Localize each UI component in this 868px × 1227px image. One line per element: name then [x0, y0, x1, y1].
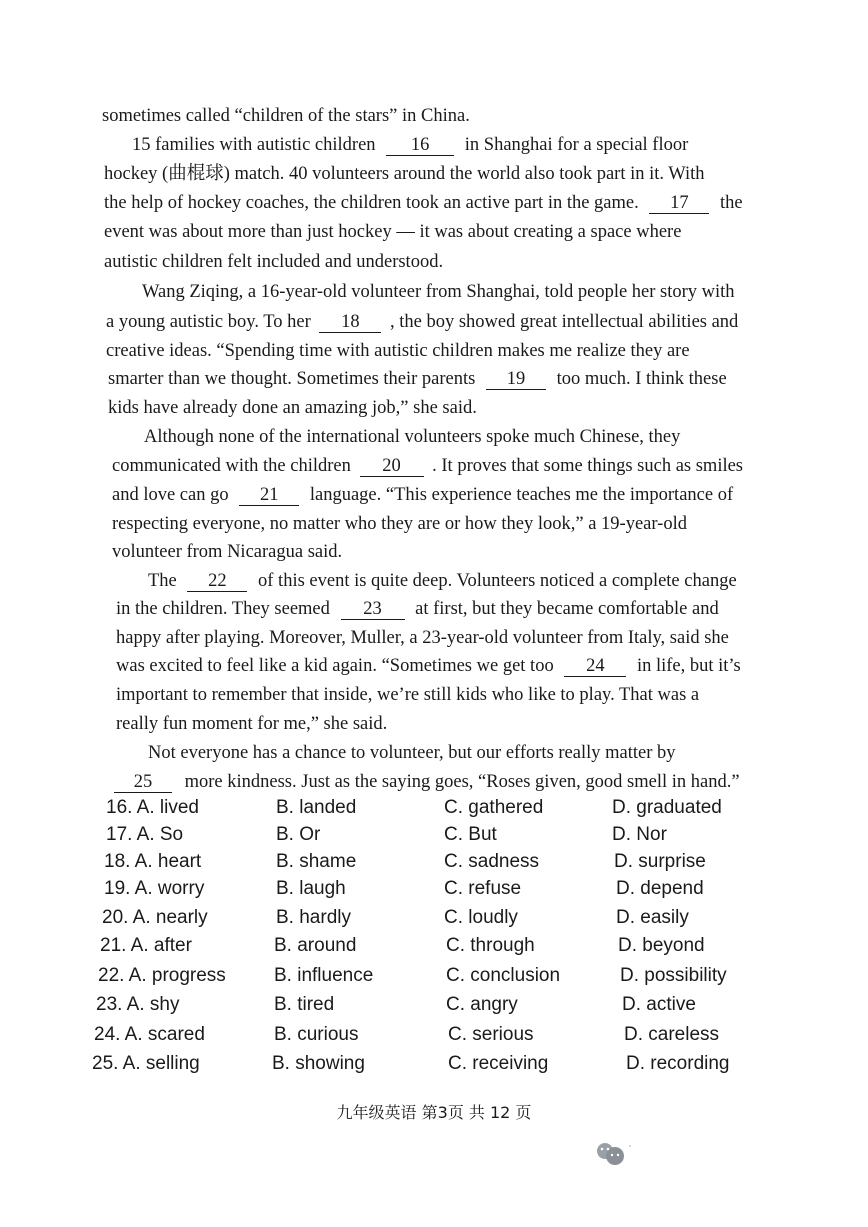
passage-text: volunteer from Nicaragua said. [112, 542, 343, 562]
passage-text: creative ideas. “Spending time with autistic children makes me realize they are [106, 341, 690, 361]
option-d: D. graduated [612, 797, 722, 818]
option-d: D. depend [616, 878, 704, 899]
option-row: 22. A. progress [98, 965, 226, 986]
option-a: A. worry [134, 878, 205, 899]
blank-24: 24 [564, 657, 626, 677]
passage-text: too much. I think these [556, 369, 727, 389]
passage-line [116, 626, 729, 650]
passage-text: smarter than we thought. Sometimes their parents [108, 369, 476, 389]
passage-text: the [720, 193, 743, 213]
option-row: 17. A. So [106, 824, 184, 845]
passage-line [116, 712, 387, 736]
option-a: A. progress [128, 965, 226, 986]
option-c: C. serious [448, 1024, 534, 1045]
passage-line [108, 396, 477, 420]
passage-text: The [148, 571, 177, 591]
passage-line [112, 540, 342, 564]
option-row: 19. A. worry [104, 878, 205, 899]
option-b: B. influence [274, 965, 374, 986]
option-row: 21. A. after [100, 935, 192, 956]
passage-line [104, 191, 743, 215]
option-c: C. conclusion [446, 965, 561, 986]
option-b: B. curious [274, 1024, 359, 1045]
passage-line [116, 683, 699, 707]
option-d: D. beyond [618, 935, 705, 956]
option-b: B. tired [274, 994, 335, 1015]
blank-19: 19 [486, 370, 546, 390]
blank-21: 21 [239, 486, 299, 506]
passage-text: was excited to feel like a kid again. “Sometimes we get too [116, 656, 554, 676]
option-a: A. scared [124, 1024, 205, 1045]
passage-text: happy after playing. Moreover, Muller, a 23-year-old volunteer from Italy, said she [116, 628, 729, 648]
option-a: A. nearly [132, 907, 208, 928]
option-d: D. surprise [614, 851, 706, 872]
option-d: D. active [622, 994, 696, 1015]
option-a: A. So [136, 824, 184, 845]
option-d: D. careless [624, 1024, 720, 1045]
option-row: 20. A. nearly [102, 907, 208, 928]
passage-text: autistic children felt included and understood. [104, 252, 444, 272]
passage-text: in life, but it’s [636, 656, 741, 676]
passage-line [116, 654, 741, 678]
option-b: B. shame [276, 851, 357, 872]
blank-17: 17 [649, 194, 709, 214]
passage-text: really fun moment for me,” she said. [116, 714, 388, 734]
passage-text: language. “This experience teaches me the importance of [309, 485, 734, 505]
option-a: A. selling [122, 1053, 200, 1074]
passage-line [106, 339, 690, 363]
option-c: C. receiving [448, 1053, 549, 1074]
passage-text: important to remember that inside, we’re still kids who like to play. That was a [116, 685, 700, 705]
option-a: A. shy [126, 994, 180, 1015]
passage-text: more kindness. Just as the saying goes, “Roses given, good smell in hand.” [184, 772, 740, 792]
passage-text: sometimes called “children of the stars” in China. [102, 106, 470, 126]
option-d: D. possibility [620, 965, 727, 986]
option-c: C. sadness [444, 851, 540, 872]
passage-line [106, 310, 738, 334]
option-b: B. laugh [276, 878, 346, 899]
passage-text: Although none of the international volunteers spoke much Chinese, they [144, 427, 681, 447]
option-row: 23. A. shy [96, 994, 180, 1015]
blank-20: 20 [360, 457, 424, 477]
option-b: B. hardly [276, 907, 351, 928]
passage-text: event was about more than just hockey — it was about creating a space where [104, 222, 682, 242]
passage-line [148, 741, 676, 765]
passage-line [112, 454, 743, 478]
blank-22: 22 [187, 572, 247, 592]
option-row: 18. A. heart [104, 851, 202, 872]
blank-16: 16 [386, 136, 454, 156]
blank-23: 23 [341, 600, 405, 620]
option-a: A. lived [136, 797, 199, 818]
passage-text: 15 families with autistic children [132, 135, 376, 155]
passage-line [112, 512, 687, 536]
option-c: C. gathered [444, 797, 544, 818]
passage-text: the help of hockey coaches, the children took an active part in the game. [104, 193, 639, 213]
option-row: 24. A. scared [94, 1024, 205, 1045]
passage-line [144, 425, 680, 449]
option-b: B. showing [272, 1053, 365, 1074]
passage-line [102, 104, 470, 128]
passage-text: Wang Ziqing, a 16-year-old volunteer from Shanghai, told people her story with [142, 282, 735, 302]
passage-line [112, 483, 733, 507]
passage-line [104, 250, 443, 274]
blank-25: 25 [114, 773, 172, 793]
watermark-logo-icon [594, 1138, 638, 1168]
blank-18: 18 [319, 313, 381, 333]
passage-line [148, 569, 737, 593]
option-a: A. heart [134, 851, 202, 872]
page-footer: 九年级英语 第3页 共 12 页 [336, 1103, 532, 1122]
option-d: D. Nor [612, 824, 667, 845]
option-d: D. easily [616, 907, 689, 928]
passage-text: , the boy showed great intellectual abilities and [390, 312, 739, 332]
passage-text: in the children. They seemed [116, 599, 330, 619]
passage-text: . It proves that some things such as smiles [432, 456, 744, 476]
passage-text: respecting everyone, no matter who they are or how they look,” a 19-year-old [112, 514, 687, 534]
option-c: C. angry [446, 994, 518, 1015]
option-c: C. But [444, 824, 497, 845]
passage-text: hockey (曲棍球) match. 40 volunteers around the world also took part in it. With [104, 164, 705, 184]
option-b: B. around [274, 935, 357, 956]
passage-line [132, 133, 688, 157]
passage-text: in Shanghai for a special floor [464, 135, 689, 155]
passage-line [114, 770, 740, 794]
passage-text: of this event is quite deep. Volunteers noticed a complete change [258, 571, 737, 591]
passage-text: and love can go [112, 485, 229, 505]
passage-line [142, 280, 735, 304]
passage-text: kids have already done an amazing job,” she said. [108, 398, 477, 418]
option-b: B. Or [276, 824, 321, 845]
passage-line [104, 220, 681, 244]
option-b: B. landed [276, 797, 357, 818]
passage-line [104, 162, 705, 186]
passage-text: at first, but they became comfortable and [415, 599, 719, 619]
passage-text: communicated with the children [112, 456, 351, 476]
passage-line [108, 367, 727, 391]
option-c: C. through [446, 935, 535, 956]
option-c: C. loudly [444, 907, 518, 928]
option-a: A. after [130, 935, 192, 956]
option-c: C. refuse [444, 878, 522, 899]
passage-text: a young autistic boy. To her [106, 312, 311, 332]
option-row: 16. A. lived [106, 797, 199, 818]
passage-line [116, 597, 719, 621]
passage-text: Not everyone has a chance to volunteer, but our efforts really matter by [148, 743, 676, 763]
option-d: D. recording [626, 1053, 730, 1074]
option-row: 25. A. selling [92, 1053, 200, 1074]
